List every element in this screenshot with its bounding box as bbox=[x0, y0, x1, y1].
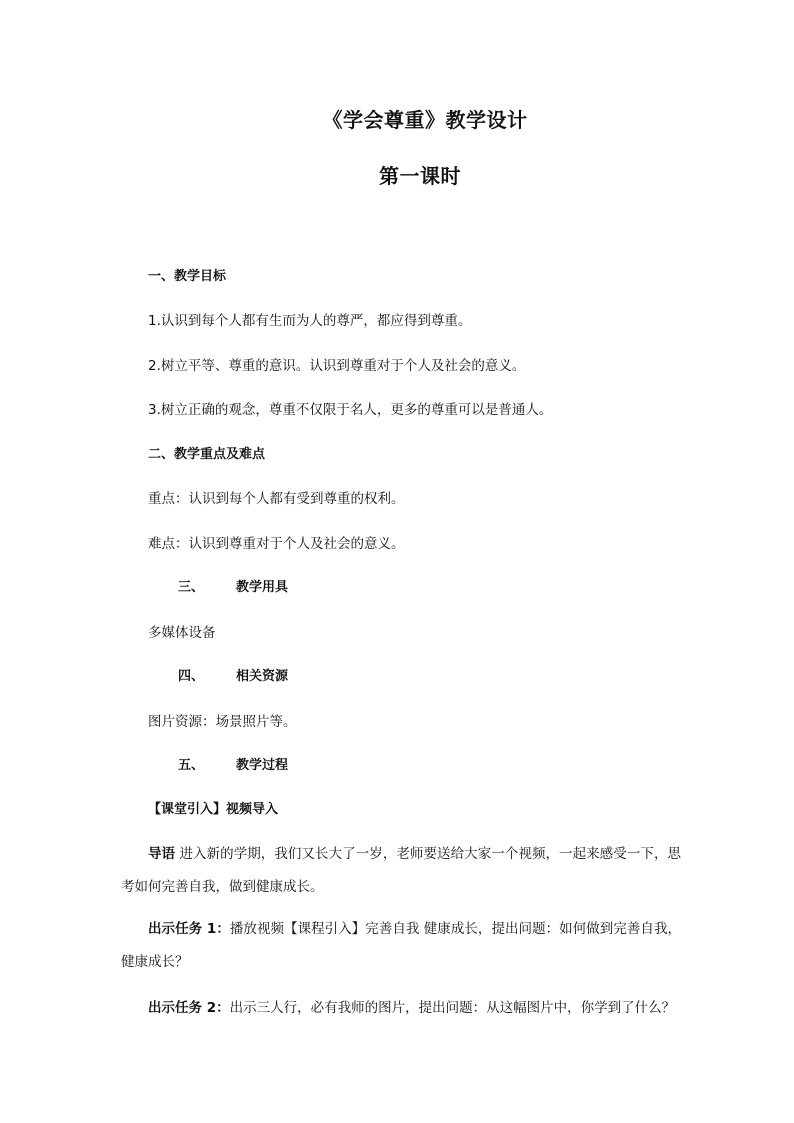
task-2-text: 出示三人行，必有我师的图片，提出问题：从这幅图片中，你学到了什么？ bbox=[229, 1000, 676, 1016]
difficult-point: 难点：认识到尊重对于个人及社会的意义。 bbox=[148, 536, 405, 552]
objective-item-1: 1.认识到每个人都有生而为人的尊严，都应得到尊重。 bbox=[148, 313, 472, 329]
lead-text: 进入新的学期，我们又长大了一岁，老师要送给大家一个视频，一起来感受一下，思考如何完善自我，做到健康成长。 bbox=[121, 846, 682, 895]
lead-label: 导语 bbox=[148, 846, 176, 862]
section-heading-text: 教学用具 bbox=[236, 580, 289, 595]
section-heading-tools bbox=[178, 579, 288, 597]
task-1-paragraph bbox=[121, 913, 681, 979]
section-number: 三、 bbox=[178, 580, 205, 595]
document-subtitle: 第一课时 bbox=[379, 164, 461, 188]
section-heading-key-points: 二、教学重点及难点 bbox=[148, 447, 266, 462]
task-1-label: 出示任务 1： bbox=[148, 921, 230, 937]
resources-content: 图片资源：场景照片等。 bbox=[148, 714, 297, 730]
objective-item-3: 3.树立正确的观念，尊重不仅限于名人，更多的尊重可以是普通人。 bbox=[148, 402, 553, 418]
section-heading-text: 相关资源 bbox=[236, 669, 289, 684]
tools-content: 多媒体设备 bbox=[148, 625, 216, 641]
task-1-text: 播放视频【课程引入】完善自我 健康成长，提出问题：如何做到完善自我，健康成长？ bbox=[121, 921, 681, 970]
section-number: 五、 bbox=[178, 758, 205, 773]
task-2-label: 出示任务 2： bbox=[148, 1000, 230, 1016]
lead-paragraph bbox=[121, 838, 681, 904]
section-heading-text: 教学过程 bbox=[236, 758, 289, 773]
section-heading-objectives: 一、教学目标 bbox=[148, 269, 227, 284]
key-point: 重点：认识到每个人都有受到尊重的权利。 bbox=[148, 491, 405, 507]
section-heading-resources bbox=[178, 668, 288, 686]
document-title: 《学会尊重》教学设计 bbox=[322, 108, 528, 132]
section-number: 四、 bbox=[178, 669, 205, 684]
section-heading-process bbox=[178, 757, 288, 775]
task-2-paragraph bbox=[121, 992, 681, 1025]
objective-item-2: 2.树立平等、尊重的意识。认识到尊重对于个人及社会的意义。 bbox=[148, 358, 526, 374]
class-intro-heading: 【课堂引入】视频导入 bbox=[148, 802, 279, 817]
